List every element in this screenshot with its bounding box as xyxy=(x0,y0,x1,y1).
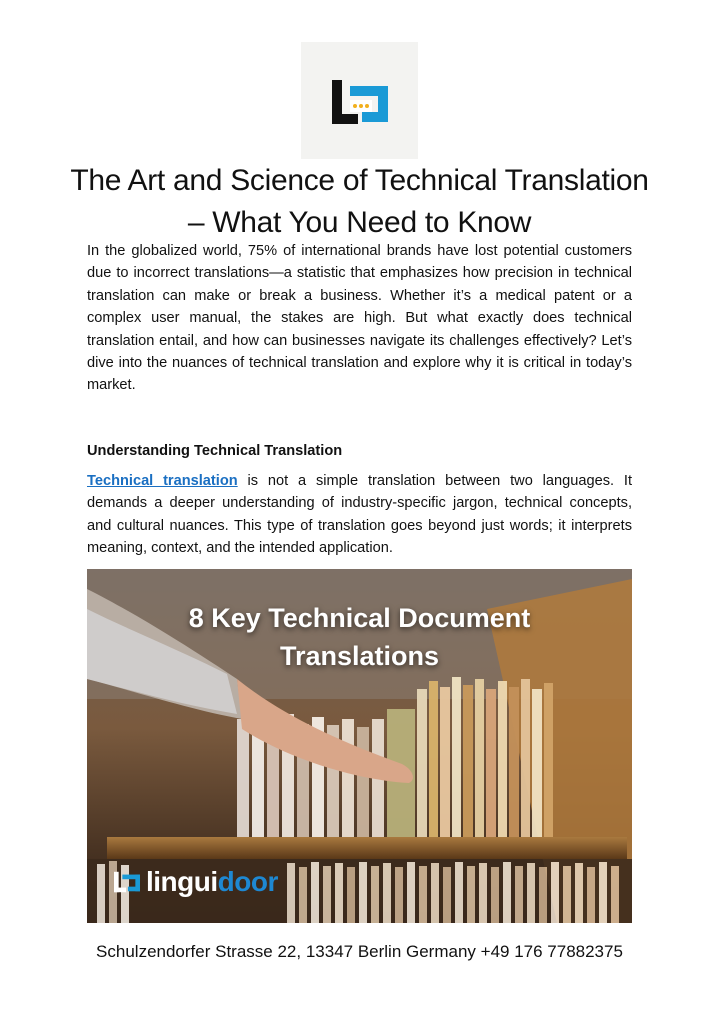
section-body-text: is not a simple translation between two languages. It demands a deeper understanding of industry-specific jargon, technical concepts, and cultural nuances. This type of translation goes beyond just words; it interprets meaning, context, and the intended application. xyxy=(87,473,633,557)
image-title-line2: Translations xyxy=(279,641,440,671)
technical-translation-link[interactable]: Technical translation xyxy=(87,473,238,489)
brand-wordmark-part2: door xyxy=(217,866,278,897)
linguidoor-brand xyxy=(114,865,278,899)
article-image xyxy=(87,569,632,923)
section-paragraph xyxy=(87,470,632,560)
linguidoor-brand-icon xyxy=(114,871,140,893)
linguidoor-logo-icon xyxy=(332,80,388,124)
logo-box xyxy=(301,42,418,159)
page-title: The Art and Science of Technical Translation – What You Need to Know xyxy=(70,164,649,239)
image-title xyxy=(87,599,632,675)
section-heading: Understanding Technical Translation xyxy=(87,443,343,459)
footer-address: Schulzendorfer Strasse 22, 13347 Berlin Germany +49 176 77882375 xyxy=(96,942,623,961)
brand-wordmark-part1: lingui xyxy=(146,866,218,897)
brand-wordmark xyxy=(146,866,278,898)
image-title-line1: 8 Key Technical Document xyxy=(188,603,531,633)
intro-paragraph: In the globalized world, 75% of international brands have lost potential customers due to incorrect translations—a statistic that emphasizes how precision in technical translation can make or break a business. Whether it’s a medical patent or a complex user manual, the stakes are high. But what exactly does technical translation entail, and how can businesses navigate its challenges effectively? Let’s dive into the nuances of technical translation and explore why it is critical in today’s market. xyxy=(87,243,632,394)
